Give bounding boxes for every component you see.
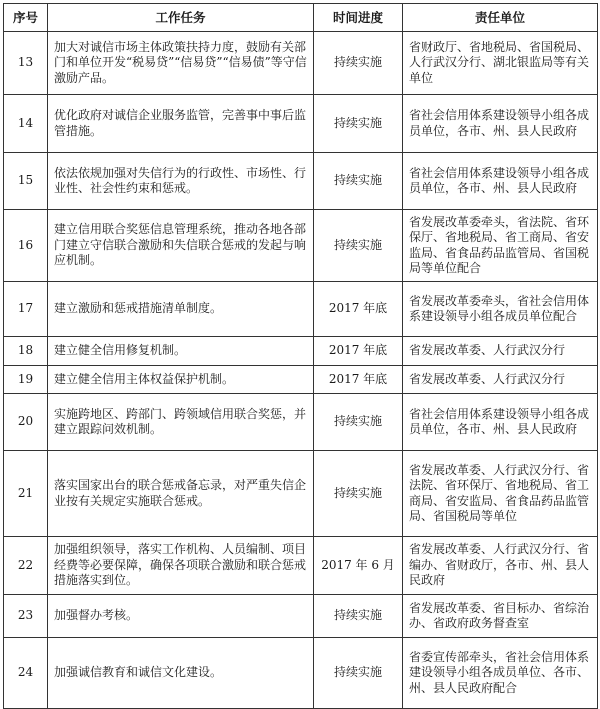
row-number: 23	[4, 595, 48, 638]
table-row	[4, 282, 598, 337]
row-number: 21	[4, 451, 48, 537]
header-task: 工作任务	[48, 4, 314, 32]
row-time: 持续实施	[314, 210, 403, 282]
row-task: 实施跨地区、跨部门、跨领域信用联合奖惩，并建立跟踪问效机制。	[48, 394, 314, 451]
table-row	[4, 210, 598, 282]
row-time: 2017 年底	[314, 337, 403, 366]
row-task: 加强诚信教育和诚信文化建设。	[48, 638, 314, 709]
table-row	[4, 337, 598, 366]
header-time: 时间进度	[314, 4, 403, 32]
row-unit: 省发展改革委牵头，省社会信用体系建设领导小组各成员单位配合	[403, 282, 598, 337]
row-unit: 省社会信用体系建设领导小组各成员单位，各市、州、县人民政府	[403, 95, 598, 153]
table-row	[4, 95, 598, 153]
row-unit: 省社会信用体系建设领导小组各成员单位，各市、州、县人民政府	[403, 394, 598, 451]
row-unit: 省发展改革委、人行武汉分行、省法院、省环保厅、省地税局、省工商局、省安监局、省食品药品监管局、省国税局等单位	[403, 451, 598, 537]
row-time: 2017 年底	[314, 366, 403, 394]
row-task: 建立健全信用主体权益保护机制。	[48, 366, 314, 394]
row-number: 18	[4, 337, 48, 366]
table-row	[4, 366, 598, 394]
header-no: 序号	[4, 4, 48, 32]
row-task: 加强督办考核。	[48, 595, 314, 638]
row-number: 15	[4, 153, 48, 210]
row-task: 落实国家出台的联合惩戒备忘录，对严重失信企业按有关规定实施联合惩戒。	[48, 451, 314, 537]
row-number: 13	[4, 32, 48, 95]
row-unit: 省发展改革委、人行武汉分行	[403, 366, 598, 394]
row-unit: 省社会信用体系建设领导小组各成员单位，各市、州、县人民政府	[403, 153, 598, 210]
row-time: 持续实施	[314, 638, 403, 709]
row-number: 19	[4, 366, 48, 394]
header-unit: 责任单位	[403, 4, 598, 32]
row-time: 持续实施	[314, 394, 403, 451]
row-time: 2017 年 6 月	[314, 537, 403, 595]
table-row	[4, 537, 598, 595]
task-table	[3, 3, 598, 709]
row-time: 持续实施	[314, 153, 403, 210]
row-task: 依法依规加强对失信行为的行政性、市场性、行业性、社会性约束和惩戒。	[48, 153, 314, 210]
table-row	[4, 153, 598, 210]
row-time: 2017 年底	[314, 282, 403, 337]
row-unit: 省财政厅、省地税局、省国税局、人行武汉分行、湖北银监局等有关单位	[403, 32, 598, 95]
row-number: 17	[4, 282, 48, 337]
row-unit: 省发展改革委、省目标办、省综治办、省政府政务督查室	[403, 595, 598, 638]
row-time: 持续实施	[314, 595, 403, 638]
row-number: 22	[4, 537, 48, 595]
table-row	[4, 394, 598, 451]
header-row	[4, 4, 598, 32]
row-number: 24	[4, 638, 48, 709]
row-task: 加强组织领导，落实工作机构、人员编制、项目经费等必要保障，确保各项联合激励和联合惩戒措施落实到位。	[48, 537, 314, 595]
row-unit: 省发展改革委、人行武汉分行、省编办、省财政厅，各市、州、县人民政府	[403, 537, 598, 595]
table-row	[4, 595, 598, 638]
row-task: 加大对诚信市场主体政策扶持力度，鼓励有关部门和单位开发“税易贷”“信易贷”“信易债”等守信激励产品。	[48, 32, 314, 95]
row-time: 持续实施	[314, 451, 403, 537]
table-row	[4, 32, 598, 95]
row-task: 建立信用联合奖惩信息管理系统，推动各地各部门建立守信联合激励和失信联合惩戒的发起与响应机制。	[48, 210, 314, 282]
row-time: 持续实施	[314, 95, 403, 153]
row-number: 16	[4, 210, 48, 282]
row-number: 20	[4, 394, 48, 451]
row-task: 优化政府对诚信企业服务监管，完善事中事后监管措施。	[48, 95, 314, 153]
row-unit: 省发展改革委、人行武汉分行	[403, 337, 598, 366]
row-task: 建立激励和惩戒措施清单制度。	[48, 282, 314, 337]
row-time: 持续实施	[314, 32, 403, 95]
row-unit: 省发展改革委牵头，省法院、省环保厅、省地税局、省工商局、省安监局、省食品药品监管局、省国税局等单位配合	[403, 210, 598, 282]
row-number: 14	[4, 95, 48, 153]
row-task: 建立健全信用修复机制。	[48, 337, 314, 366]
row-unit: 省委宣传部牵头，省社会信用体系建设领导小组各成员单位、各市、州、县人民政府配合	[403, 638, 598, 709]
table-row	[4, 451, 598, 537]
